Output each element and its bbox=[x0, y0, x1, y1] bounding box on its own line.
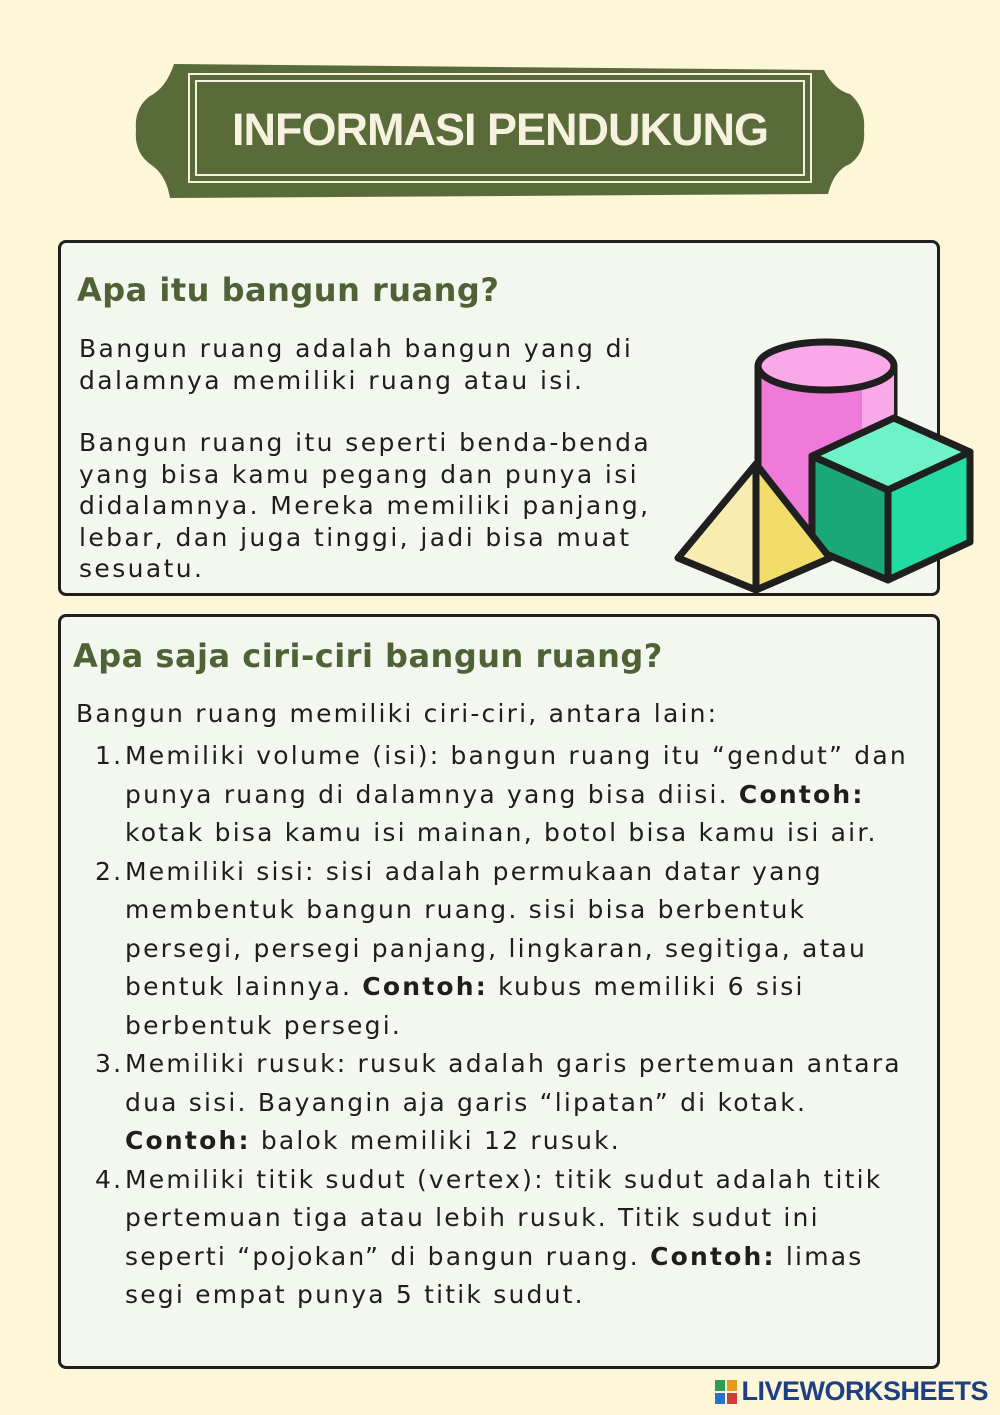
title-banner bbox=[134, 60, 866, 200]
list-item-text: Memiliki titik sudut (vertex): titik sudut adalah titik pertemuan tiga atau lebih rusuk. Titik sudut ini seperti “pojokan” di bangun ruang. bbox=[125, 1164, 883, 1271]
example-label: Contoh: bbox=[125, 1126, 251, 1155]
example-label: Contoh: bbox=[650, 1241, 776, 1271]
list-item bbox=[61, 1045, 941, 1161]
list-number: 2. bbox=[95, 856, 124, 886]
list-number: 4. bbox=[95, 1164, 124, 1194]
watermark-text: LIVEWORKSHEETS bbox=[741, 1376, 988, 1406]
list-number: 1. bbox=[95, 741, 124, 770]
example-text: limas segi empat punya 5 titik sudut. bbox=[125, 1241, 864, 1309]
cube-icon bbox=[812, 418, 970, 580]
section-heading: Apa itu bangun ruang? bbox=[77, 271, 500, 309]
list-intro: Bangun ruang memiliki ciri-ciri, antara lain: bbox=[76, 699, 719, 728]
example-label: Contoh: bbox=[362, 972, 488, 1001]
example-text: kubus memiliki 6 sisi berbentuk persegi. bbox=[125, 972, 805, 1040]
characteristics-list bbox=[61, 737, 941, 1315]
list-item-text: Memiliki sisi: sisi adalah permukaan datar yang membentuk bangun ruang. sisi bisa berbentuk persegi, persegi panjang, lingkaran, segitiga, atau bentuk lainnya. bbox=[125, 856, 868, 1001]
list-item bbox=[61, 737, 941, 853]
list-item bbox=[61, 853, 941, 1046]
characteristics-card bbox=[58, 614, 940, 1369]
example-text: balok memiliki 12 rusuk. bbox=[260, 1126, 621, 1155]
section-heading: Apa saja ciri-ciri bangun ruang? bbox=[73, 637, 663, 675]
example-text: kotak bisa kamu isi mainan, botol bisa kamu isi air. bbox=[125, 818, 878, 847]
liveworksheets-logo-icon bbox=[715, 1380, 737, 1404]
list-item-text: Memiliki rusuk: rusuk adalah garis pertemuan antara dua sisi. Bayangin aja garis “lipatan” di kotak. bbox=[125, 1049, 902, 1117]
list-number: 3. bbox=[95, 1049, 124, 1078]
definition-paragraph: Bangun ruang adalah bangun yang di dalamnya memiliki ruang atau isi. bbox=[79, 334, 634, 395]
geometric-shapes-illustration bbox=[672, 326, 977, 596]
page-title: INFORMASI PENDUKUNG bbox=[231, 104, 768, 155]
list-item bbox=[61, 1161, 941, 1315]
explanation-paragraph: Bangun ruang itu seperti benda-benda yang bisa kamu pegang dan punya isi didalamnya. Mereka memiliki panjang, lebar, dan juga tinggi, jadi bisa muat sesuatu. bbox=[79, 428, 652, 583]
liveworksheets-watermark bbox=[715, 1376, 988, 1407]
list-item-text: Memiliki volume (isi): bangun ruang itu “gendut” dan punya ruang di dalamnya yang bisa diisi. bbox=[125, 741, 908, 809]
example-label: Contoh: bbox=[738, 779, 865, 809]
